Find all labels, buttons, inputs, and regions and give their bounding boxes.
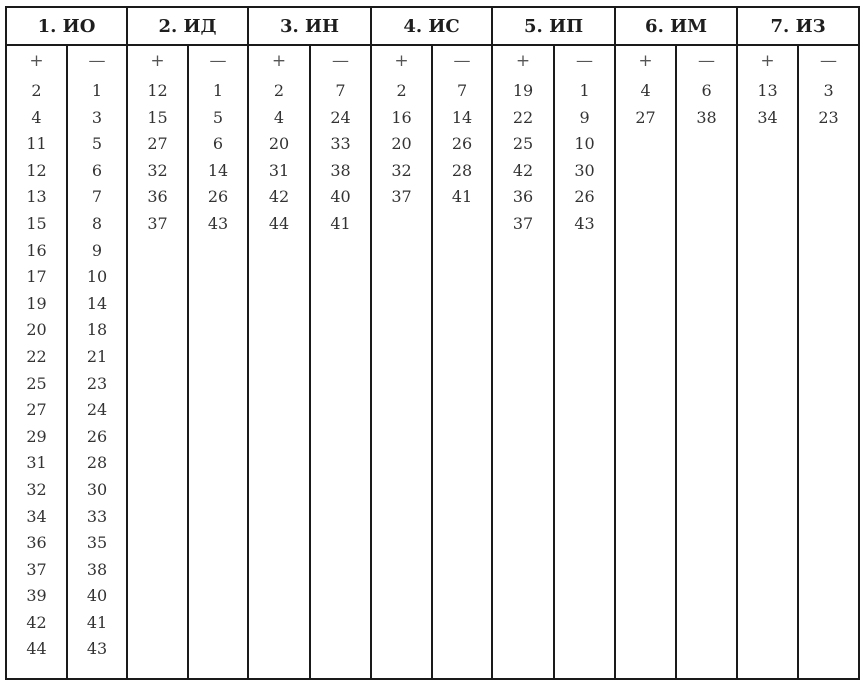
item-number: 42 [512,160,534,180]
item-number: 5 [212,107,224,127]
scale-header-5: 5. ИП [492,7,615,45]
item-number: 40 [330,187,351,207]
item-number: 10 [86,267,108,287]
minus-sign-7: — [798,45,859,76]
item-number: 38 [86,559,108,579]
item-number: 2 [396,81,407,100]
item-number: 9 [91,240,103,260]
item-number: 44 [26,639,47,659]
item-number: 37 [391,187,412,207]
item-number: 27 [635,107,656,127]
item-number: 41 [451,187,473,207]
plus-sign-7: + [737,45,798,76]
item-number: 3 [823,81,834,100]
plus-sign-2: + [127,45,188,76]
item-number: 20 [26,320,47,340]
scale-header-3: 3. ИН [248,7,371,45]
item-number: 15 [26,213,47,233]
item-number: 31 [26,453,47,473]
plus-list-1 [6,76,67,679]
scale-header-2: 2. ИД [127,7,248,45]
item-number: 28 [86,453,108,473]
item-number: 18 [86,320,108,340]
item-number: 4 [31,107,42,127]
item-number: 37 [512,213,534,233]
item-number: 7 [91,187,103,207]
item-number: 10 [574,134,595,154]
item-number: 44 [268,213,290,233]
plus-sign-5: + [492,45,554,76]
plus-list-2 [127,76,188,679]
item-number: 4 [273,107,285,127]
item-number: 19 [512,81,534,100]
item-number: 2 [31,81,42,100]
item-number: 14 [86,293,108,313]
sign-row [6,45,859,76]
plus-list-5 [492,76,554,679]
header-row [6,7,859,45]
scale-header-7: 7. ИЗ [737,7,859,45]
minus-list-2 [188,76,248,679]
item-number: 17 [26,267,47,287]
item-number: 1 [579,81,590,100]
plus-list-4 [371,76,432,679]
item-number: 26 [574,187,595,207]
item-number: 22 [512,107,534,127]
item-number: 7 [456,81,468,100]
item-number: 32 [147,160,168,180]
item-number: 43 [207,213,229,233]
item-number: 35 [86,533,108,553]
item-number: 42 [26,612,47,632]
minus-list-5 [554,76,615,679]
item-number: 40 [86,586,108,606]
item-number: 27 [147,134,168,154]
item-number: 20 [391,134,412,154]
item-number: 8 [91,213,103,233]
item-number: 14 [207,160,229,180]
item-number: 19 [26,293,47,313]
item-number: 21 [86,346,108,366]
item-number: 36 [26,533,47,553]
item-number: 34 [26,506,47,526]
item-number: 22 [26,346,47,366]
item-number: 1 [91,81,103,100]
item-number: 1 [212,81,224,100]
item-number: 39 [26,586,47,606]
item-number: 15 [147,107,168,127]
item-number: 31 [268,160,290,180]
minus-list-7 [798,76,859,679]
item-number: 11 [26,134,47,154]
item-number: 25 [512,134,534,154]
item-number: 41 [330,213,351,233]
plus-sign-3: + [248,45,310,76]
item-number: 38 [330,160,351,180]
item-number: 4 [640,81,651,100]
item-number: 37 [147,213,168,233]
minus-sign-4: — [432,45,492,76]
item-number: 12 [147,81,168,100]
item-number: 27 [26,400,47,420]
scale-header-4: 4. ИС [371,7,492,45]
numbers-row [6,76,859,679]
item-number: 13 [757,81,778,100]
plus-sign-4: + [371,45,432,76]
minus-sign-2: — [188,45,248,76]
item-number: 38 [696,107,717,127]
item-number: 43 [86,639,108,659]
item-number: 43 [574,213,595,233]
item-number: 16 [391,107,412,127]
item-number: 2 [273,81,285,100]
item-number: 24 [86,400,108,420]
item-number: 36 [147,187,168,207]
item-number: 13 [26,187,47,207]
minus-list-3 [310,76,371,679]
minus-sign-6: — [676,45,737,76]
item-number: 42 [268,187,290,207]
item-number: 6 [91,160,103,180]
scale-header-6: 6. ИМ [615,7,737,45]
plus-list-7 [737,76,798,679]
item-number: 5 [91,134,103,154]
plus-sign-6: + [615,45,676,76]
item-number: 12 [26,160,47,180]
item-number: 6 [701,81,712,100]
minus-sign-1: — [67,45,127,76]
item-number: 9 [579,107,590,127]
item-number: 16 [26,240,47,260]
item-number: 26 [86,426,108,446]
minus-sign-3: — [310,45,371,76]
minus-list-6 [676,76,737,679]
minus-list-4 [432,76,492,679]
item-number: 23 [818,107,839,127]
item-number: 26 [207,187,229,207]
item-number: 25 [26,373,47,393]
item-number: 34 [757,107,778,127]
plus-sign-1: + [6,45,67,76]
item-number: 32 [26,479,47,499]
item-number: 29 [26,426,47,446]
item-number: 30 [86,479,108,499]
item-number: 30 [574,160,595,180]
item-number: 33 [330,134,351,154]
plus-list-3 [248,76,310,679]
minus-list-1 [67,76,127,679]
item-number: 7 [335,81,346,100]
item-number: 41 [86,612,108,632]
item-number: 26 [451,134,473,154]
scale-header-1: 1. ИО [6,7,127,45]
item-number: 3 [91,107,103,127]
item-number: 32 [391,160,412,180]
item-number: 20 [268,134,290,154]
plus-list-6 [615,76,676,679]
scale-key-table [5,6,860,680]
item-number: 36 [512,187,534,207]
item-number: 28 [451,160,473,180]
item-number: 37 [26,559,47,579]
minus-sign-5: — [554,45,615,76]
item-number: 33 [86,506,108,526]
item-number: 24 [330,107,351,127]
item-number: 6 [212,134,224,154]
item-number: 14 [451,107,473,127]
item-number: 23 [86,373,108,393]
